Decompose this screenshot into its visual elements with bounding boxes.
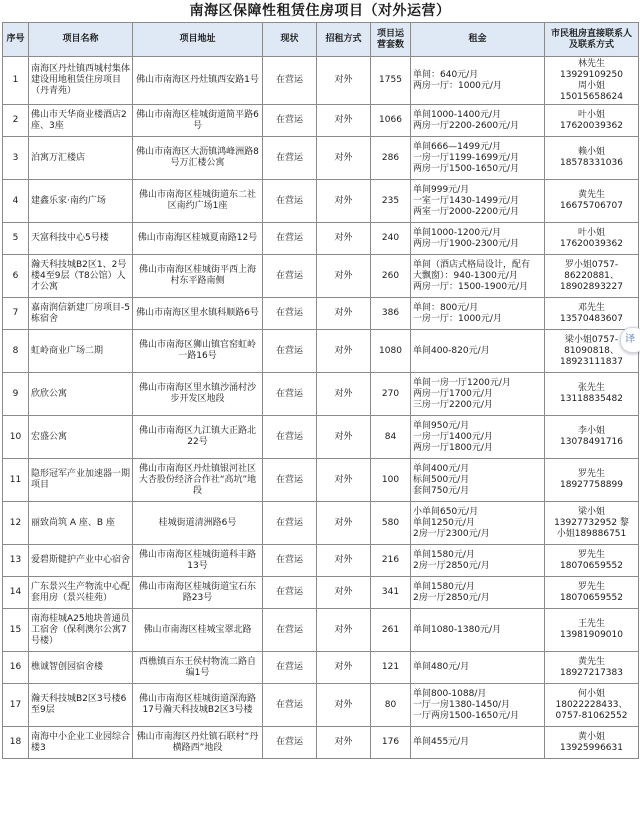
project-address: 佛山市南海区桂城街道宝石东路23号 bbox=[133, 577, 263, 609]
unit-count: 261 bbox=[371, 609, 411, 652]
contact-line: 13981909010 bbox=[560, 630, 623, 640]
rent-line: 单间1580元/月 bbox=[413, 581, 475, 592]
unit-count: 84 bbox=[371, 416, 411, 459]
project-address: 佛山市南海区丹灶镇石联村“丹横路西”地段 bbox=[133, 727, 263, 759]
header-address: 项目地址 bbox=[133, 23, 263, 57]
project-name: 欣欣公寓 bbox=[29, 373, 133, 416]
row-number: 5 bbox=[3, 223, 29, 255]
contact-line: 18022228433、 bbox=[555, 699, 628, 710]
lease-method: 对外 bbox=[317, 727, 371, 759]
contact-line: 18070659552 bbox=[560, 592, 623, 603]
rent-cell bbox=[411, 609, 545, 652]
unit-count: 80 bbox=[371, 684, 411, 727]
header-rent: 租金 bbox=[411, 23, 545, 57]
project-status: 在营运 bbox=[263, 223, 317, 255]
contact-line: 13929109250 bbox=[560, 69, 623, 80]
rent-cell bbox=[411, 223, 545, 255]
table-row bbox=[3, 255, 639, 298]
rent-line: 一房一厅1199-1699元/月 bbox=[413, 152, 520, 163]
table-row bbox=[3, 652, 639, 684]
table-row bbox=[3, 298, 639, 330]
table-row bbox=[3, 502, 639, 545]
contact-line: 81090818、 bbox=[564, 345, 619, 356]
unit-count: 286 bbox=[371, 137, 411, 180]
project-status: 在营运 bbox=[263, 57, 317, 105]
project-address: 佛山市南海区桂城夏南路12号 bbox=[133, 223, 263, 255]
project-name: 泊寓万汇楼店 bbox=[29, 137, 133, 180]
project-address: 佛山市南海区桂城街道简平路6号 bbox=[133, 105, 263, 137]
unit-count: 100 bbox=[371, 459, 411, 502]
row-number: 12 bbox=[3, 502, 29, 545]
rent-cell bbox=[411, 684, 545, 727]
row-number: 11 bbox=[3, 459, 29, 502]
contact-cell bbox=[545, 459, 639, 502]
lease-method: 对外 bbox=[317, 57, 371, 105]
rent-line: 单间400元/月 bbox=[413, 463, 470, 474]
table-row bbox=[3, 137, 639, 180]
project-address: 西樵镇百东王侯村物流二路自编1号 bbox=[133, 652, 263, 684]
translate-button[interactable] bbox=[620, 327, 640, 353]
lease-method: 对外 bbox=[317, 416, 371, 459]
rent-line: 单间1000-1400元/月 bbox=[413, 109, 502, 120]
rent-cell bbox=[411, 105, 545, 137]
contact-line: 18927217383 bbox=[560, 667, 623, 678]
rent-line: 两室一厅2000-2200元/月 bbox=[413, 206, 520, 217]
header-method: 招租方式 bbox=[317, 23, 371, 57]
lease-method: 对外 bbox=[317, 502, 371, 545]
contact-cell bbox=[545, 373, 639, 416]
contact-cell bbox=[545, 255, 639, 298]
rent-line: 2房一厅2850元/月 bbox=[413, 592, 490, 603]
project-address: 佛山市南海区大沥镇鸿峰洲路8号万汇楼公寓 bbox=[133, 137, 263, 180]
rent-line: 单间：800元/月 bbox=[413, 302, 479, 313]
project-name: 樵诚智创园宿舍楼 bbox=[29, 652, 133, 684]
project-status: 在营运 bbox=[263, 330, 317, 373]
project-status: 在营运 bbox=[263, 180, 317, 223]
rent-line: 两房一厅1800元/月 bbox=[413, 442, 493, 453]
project-status: 在营运 bbox=[263, 373, 317, 416]
project-status: 在营运 bbox=[263, 727, 317, 759]
contact-line: 13118835482 bbox=[560, 394, 623, 404]
table-row bbox=[3, 57, 639, 105]
table-row bbox=[3, 684, 639, 727]
project-name: 爱碧斯健护产业中心宿舍 bbox=[29, 545, 133, 577]
rent-line: 单间1000-1200元/月 bbox=[413, 227, 502, 238]
unit-count: 1080 bbox=[371, 330, 411, 373]
rent-cell bbox=[411, 373, 545, 416]
project-status: 在营运 bbox=[263, 137, 317, 180]
rent-line: 小单间650元/月 bbox=[413, 506, 479, 517]
table-row bbox=[3, 609, 639, 652]
unit-count: 341 bbox=[371, 577, 411, 609]
project-address: 佛山市南海区桂城宝翠北路 bbox=[133, 609, 263, 652]
table-row bbox=[3, 459, 639, 502]
contact-cell bbox=[545, 416, 639, 459]
rent-cell bbox=[411, 727, 545, 759]
lease-method: 对外 bbox=[317, 180, 371, 223]
contact-line: 何小姐 bbox=[577, 688, 605, 699]
row-number: 17 bbox=[3, 684, 29, 727]
rent-cell bbox=[411, 577, 545, 609]
contact-line: 17620039362 bbox=[560, 120, 623, 131]
contact-line: 18070659552 bbox=[560, 560, 623, 571]
project-status: 在营运 bbox=[263, 255, 317, 298]
row-number: 8 bbox=[3, 330, 29, 373]
project-address: 佛山市南海区桂城街道科丰路13号 bbox=[133, 545, 263, 577]
rent-line: 一室一厅1430-1499元/月 bbox=[413, 195, 520, 206]
rent-cell bbox=[411, 137, 545, 180]
rent-cell bbox=[411, 652, 545, 684]
rent-cell bbox=[411, 416, 545, 459]
contact-line: 18923111837 bbox=[560, 356, 623, 367]
contact-line: 林先生 bbox=[577, 58, 605, 69]
project-status: 在营运 bbox=[263, 652, 317, 684]
rent-line: 单间（酒店式格局设计，配有 bbox=[413, 259, 531, 270]
rent-cell bbox=[411, 298, 545, 330]
header-units: 项目运营套数 bbox=[371, 23, 411, 57]
table-row bbox=[3, 330, 639, 373]
rent-line: 一厅一房1380-1450/月 bbox=[413, 699, 511, 710]
rent-line: 三房一厅2200元/月 bbox=[413, 399, 493, 410]
rent-line: 单间：640元/月 bbox=[413, 69, 479, 80]
header-row bbox=[3, 23, 639, 57]
project-name: 丽致尚筑 A 座、B 座 bbox=[29, 502, 133, 545]
rent-line: 单间800-1088/月 bbox=[413, 688, 487, 699]
project-name: 建鑫乐家·南约广场 bbox=[29, 180, 133, 223]
rent-cell bbox=[411, 545, 545, 577]
contact-line: 13925996631 bbox=[560, 742, 623, 753]
project-name: 佛山市天华商业楼酒店2座、3座 bbox=[29, 105, 133, 137]
row-number: 7 bbox=[3, 298, 29, 330]
row-number: 18 bbox=[3, 727, 29, 759]
rent-line: 单间950元/月 bbox=[413, 420, 470, 431]
contact-line: 梁小姐 bbox=[577, 506, 605, 517]
contact-line: 王先生 bbox=[577, 619, 605, 629]
lease-method: 对外 bbox=[317, 137, 371, 180]
contact-line: 15015658624 bbox=[560, 91, 623, 102]
rent-line: 单间666—1499元/月 bbox=[413, 141, 502, 152]
contact-line: 黄先生 bbox=[577, 656, 605, 667]
rent-line: 标间500元/月 bbox=[413, 474, 470, 485]
project-status: 在营运 bbox=[263, 298, 317, 330]
contact-cell bbox=[545, 298, 639, 330]
contact-line: 16675706707 bbox=[560, 201, 623, 211]
project-address: 佛山市南海区桂城街道深海路17号瀚天科技城B2区3号楼 bbox=[133, 684, 263, 727]
header-name: 项目名称 bbox=[29, 23, 133, 57]
contact-cell bbox=[545, 180, 639, 223]
contact-line: 罗小姐0757- bbox=[564, 259, 619, 270]
lease-method: 对外 bbox=[317, 459, 371, 502]
contact-line: 13927732952 黎 bbox=[554, 517, 629, 528]
rent-line: 2房一厅2850元/月 bbox=[413, 560, 490, 571]
contact-line: 叶小姐 bbox=[577, 109, 605, 120]
project-name: 南海桂城A25地块普通员工宿舍（保利澳尔公寓7号楼） bbox=[29, 609, 133, 652]
project-name: 广东景兴生产物流中心配套用房（景兴桂苑） bbox=[29, 577, 133, 609]
project-name: 南海中小企业工业园综合楼3 bbox=[29, 727, 133, 759]
project-status: 在营运 bbox=[263, 105, 317, 137]
rent-line: 一房一厅1400元/月 bbox=[413, 431, 493, 442]
rent-line: 两房一厅1700元/月 bbox=[413, 388, 493, 399]
row-number: 2 bbox=[3, 105, 29, 137]
rent-cell bbox=[411, 57, 545, 105]
contact-line: 0757-81062552 bbox=[555, 710, 628, 721]
unit-count: 1066 bbox=[371, 105, 411, 137]
rent-cell bbox=[411, 255, 545, 298]
row-number: 14 bbox=[3, 577, 29, 609]
lease-method: 对外 bbox=[317, 330, 371, 373]
project-address: 佛山市南海区里水镇科顺路6号 bbox=[133, 298, 263, 330]
contact-line: 86220881、 bbox=[564, 270, 619, 281]
lease-method: 对外 bbox=[317, 105, 371, 137]
unit-count: 260 bbox=[371, 255, 411, 298]
lease-method: 对外 bbox=[317, 255, 371, 298]
contact-line: 邓先生 bbox=[577, 302, 605, 313]
contact-cell bbox=[545, 684, 639, 727]
contact-cell bbox=[545, 727, 639, 759]
lease-method: 对外 bbox=[317, 652, 371, 684]
contact-line: 黄先生 bbox=[577, 190, 605, 200]
project-name: 隐形冠军产业加速器一期项目 bbox=[29, 459, 133, 502]
header-no: 序号 bbox=[3, 23, 29, 57]
contact-cell bbox=[545, 57, 639, 105]
contact-cell bbox=[545, 502, 639, 545]
row-number: 6 bbox=[3, 255, 29, 298]
rent-cell bbox=[411, 180, 545, 223]
row-number: 3 bbox=[3, 137, 29, 180]
rent-line: 单间400-820元/月 bbox=[413, 345, 490, 356]
unit-count: 240 bbox=[371, 223, 411, 255]
unit-count: 386 bbox=[371, 298, 411, 330]
contact-line: 18927758899 bbox=[560, 480, 623, 490]
rent-line: 一厅两房1500-1650元/月 bbox=[413, 710, 520, 721]
project-name: 嘉南润信新建厂房项目-5栋宿舍 bbox=[29, 298, 133, 330]
translate-icon: 译 bbox=[625, 334, 635, 345]
contact-line: 周小姐 bbox=[577, 80, 605, 91]
row-number: 16 bbox=[3, 652, 29, 684]
unit-count: 1755 bbox=[371, 57, 411, 105]
project-address: 佛山市南海区九江镇大正路北22号 bbox=[133, 416, 263, 459]
project-address: 佛山市南海区里水镇沙涌村沙步开发区地段 bbox=[133, 373, 263, 416]
rent-line: 单间1080-1380元/月 bbox=[413, 624, 502, 635]
table-row bbox=[3, 373, 639, 416]
rent-line: 一房一厅：1000元/月 bbox=[413, 313, 502, 324]
contact-line: 18902893227 bbox=[560, 281, 623, 292]
table-row bbox=[3, 545, 639, 577]
contact-line: 罗先生 bbox=[577, 469, 605, 479]
contact-line: 李小姐 bbox=[577, 426, 605, 436]
housing-table bbox=[2, 22, 639, 759]
contact-line: 梁小姐0757- bbox=[564, 334, 619, 345]
rent-line: 单间一房一厅1200元/月 bbox=[413, 377, 511, 388]
row-number: 4 bbox=[3, 180, 29, 223]
project-name: 瀚天科技城B2区3号楼6至9层 bbox=[29, 684, 133, 727]
lease-method: 对外 bbox=[317, 684, 371, 727]
contact-cell bbox=[545, 609, 639, 652]
table-row bbox=[3, 105, 639, 137]
rent-line: 单间1250元/月 bbox=[413, 517, 475, 528]
contact-line: 张先生 bbox=[577, 383, 605, 393]
project-address: 佛山市南海区狮山镇官窑虹岭一路16号 bbox=[133, 330, 263, 373]
rent-line: 单间1580元/月 bbox=[413, 549, 475, 560]
contact-line: 13078491716 bbox=[560, 437, 623, 447]
table-row bbox=[3, 223, 639, 255]
project-address: 佛山市南海区桂城街道东二社区南约广场1座 bbox=[133, 180, 263, 223]
project-name: 瀚天科技城B2区1、2号楼4至9层（T8公馆）人才公寓 bbox=[29, 255, 133, 298]
rent-line: 单间480元/月 bbox=[413, 662, 470, 672]
rent-cell bbox=[411, 330, 545, 373]
contact-cell bbox=[545, 105, 639, 137]
contact-cell bbox=[545, 652, 639, 684]
table-row bbox=[3, 180, 639, 223]
lease-method: 对外 bbox=[317, 298, 371, 330]
page-title: 南海区保障性租赁住房项目（对外运营） bbox=[189, 3, 451, 19]
row-number: 9 bbox=[3, 373, 29, 416]
contact-line: 赖小姐 bbox=[577, 147, 605, 157]
contact-cell bbox=[545, 223, 639, 255]
rent-line: 两房一厅：1000元/月 bbox=[413, 80, 502, 91]
row-number: 10 bbox=[3, 416, 29, 459]
rent-line: 两房一厅2200-2600元/月 bbox=[413, 120, 520, 131]
unit-count: 270 bbox=[371, 373, 411, 416]
contact-cell bbox=[545, 577, 639, 609]
unit-count: 121 bbox=[371, 652, 411, 684]
project-address: 佛山市南海区丹灶镇西安路1号 bbox=[133, 57, 263, 105]
unit-count: 216 bbox=[371, 545, 411, 577]
header-contact: 市民租房直接联系人及联系方式 bbox=[545, 23, 639, 57]
rent-cell bbox=[411, 502, 545, 545]
rent-line: 套间750元/月 bbox=[413, 485, 470, 496]
rent-line: 单间455元/月 bbox=[413, 737, 470, 747]
rent-cell bbox=[411, 459, 545, 502]
project-address: 佛山市南海区丹灶镇银河社区大杏股份经济合作社“高坑”地段 bbox=[133, 459, 263, 502]
unit-count: 176 bbox=[371, 727, 411, 759]
header-status: 现状 bbox=[263, 23, 317, 57]
lease-method: 对外 bbox=[317, 373, 371, 416]
project-status: 在营运 bbox=[263, 684, 317, 727]
rent-line: 2房一厅2300元/月 bbox=[413, 528, 490, 539]
row-number: 1 bbox=[3, 57, 29, 105]
project-status: 在营运 bbox=[263, 577, 317, 609]
project-status: 在营运 bbox=[263, 459, 317, 502]
rent-line: 两房一厅1500-1650元/月 bbox=[413, 163, 520, 174]
rent-line: 大飘窗）：940-1300元/月 bbox=[413, 270, 518, 281]
row-number: 15 bbox=[3, 609, 29, 652]
contact-cell bbox=[545, 137, 639, 180]
table-row bbox=[3, 727, 639, 759]
lease-method: 对外 bbox=[317, 545, 371, 577]
table-row bbox=[3, 416, 639, 459]
lease-method: 对外 bbox=[317, 577, 371, 609]
rent-line: 单间999元/月 bbox=[413, 184, 470, 195]
table-row bbox=[3, 577, 639, 609]
project-name: 宏盛公寓 bbox=[29, 416, 133, 459]
contact-line: 黄小姐 bbox=[577, 731, 605, 742]
rent-line: 两房一厅：1500-1900元/月 bbox=[413, 281, 529, 292]
unit-count: 580 bbox=[371, 502, 411, 545]
project-name: 天富科技中心5号楼 bbox=[29, 223, 133, 255]
contact-line: 叶小姐 bbox=[577, 227, 605, 238]
contact-line: 罗先生 bbox=[577, 549, 605, 560]
row-number: 13 bbox=[3, 545, 29, 577]
lease-method: 对外 bbox=[317, 223, 371, 255]
contact-line: 小姐189886751 bbox=[556, 528, 627, 539]
contact-line: 13570483607 bbox=[560, 313, 623, 324]
lease-method: 对外 bbox=[317, 609, 371, 652]
unit-count: 235 bbox=[371, 180, 411, 223]
contact-line: 罗先生 bbox=[577, 581, 605, 592]
project-name: 虹岭商业广场二期 bbox=[29, 330, 133, 373]
contact-cell bbox=[545, 545, 639, 577]
project-name: 南海区丹灶镇西城村集体建设用地租赁住房项目（丹青苑） bbox=[29, 57, 133, 105]
project-address: 桂城街道清洲路6号 bbox=[133, 502, 263, 545]
project-address: 佛山市南海区桂城街平西上海村东平路南侧 bbox=[133, 255, 263, 298]
rent-line: 两房一厅1900-2300元/月 bbox=[413, 238, 520, 249]
project-status: 在营运 bbox=[263, 545, 317, 577]
contact-line: 17620039362 bbox=[560, 238, 623, 249]
project-status: 在营运 bbox=[263, 609, 317, 652]
project-status: 在营运 bbox=[263, 502, 317, 545]
contact-line: 18578331036 bbox=[560, 158, 623, 168]
project-status: 在营运 bbox=[263, 416, 317, 459]
